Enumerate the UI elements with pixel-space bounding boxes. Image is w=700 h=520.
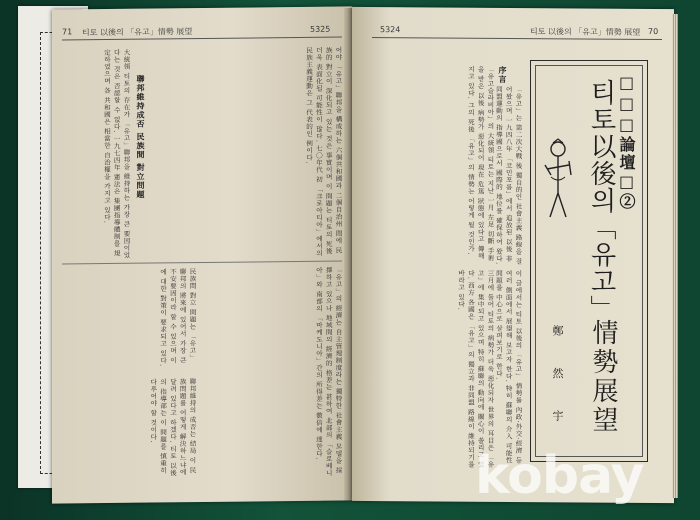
left-column-1: 어야 「유고」聯邦을 構成하는 六個共和國과 二個自治州 間에 民族的 對立이 深化되고 있는 것은 事實이며 이 問題는 티토의 死後 더욱 表面化될 可能性이 많다. 七〇年代 初 「크로아티아」에서의 民族主義運動은 그 代表的인 例이다.	[304, 46, 342, 257]
series-label: □□□論壇□②	[617, 73, 636, 211]
right-header: 티토 以後의 「유고」情勢 展望	[530, 27, 641, 37]
right-column-2: 三月에 들어 티토의 病勢가 더욱 惡化되자 世界의 耳目은 「유고」에 集中되고 있으며 特히 蘇聯의 動向에 關心이 쏠리고 있다. 西方 各國은 「유고」의 獨立과 非同盟 路線이 維持되기를 바라고 있다.	[456, 269, 494, 469]
page-edges	[672, 14, 678, 498]
article-title-box	[530, 60, 648, 462]
article-title-line1: 티토以後의「유고」	[586, 79, 616, 322]
watermark-logo: kobay	[475, 446, 644, 506]
left-sub-heading: 聯邦維持成否 民族間 對立問題	[136, 74, 146, 200]
preface-label: 序言	[498, 65, 508, 84]
left-mid-rule	[62, 261, 342, 265]
left-page	[52, 6, 352, 503]
left-header-num: 71	[62, 27, 73, 37]
left-column-5: 聯邦維持의 成否는 結局 이 民族問題를 어떻게 解決하느냐에 달려 있다고 하겠다. 티토 以後의 指導部는 이 問題를 慎重히 다루어야 할 것이다.	[148, 378, 196, 477]
left-column-3: 「유고」의 經濟는 自主管理制度라는 獨特한 社會主義 모델을 採擇하고 있으나 地域間의 經濟的 格差는 甚하여 北部의 「슬로베니아」와 南部의 「마케도니아」간의 所得差는 數倍에 達한다.	[314, 266, 342, 477]
left-column-4: 民族間 對立 問題는 「유고」 聯邦의 將來에 있어서 가장 큰 不安要因이라 할 수 있으며 이에 대한 對策이 要求되고 있다.	[158, 268, 196, 367]
right-page-number: 5324	[380, 25, 401, 35]
left-page-number: 5325	[310, 24, 331, 34]
left-column-2: 大統領 티토의 存在가 「유고」聯邦을 維持하는 가장 큰 要因이었다는 것은 否認할 수 없다. 一九七四年 憲法은 集團指導體制를 規定하였으며 各 共和國은 相當한 自治權을 가지고 있다.	[102, 48, 130, 259]
left-header: 티토 以後의 「유고」情勢 展望	[82, 27, 193, 38]
right-header-num: 70	[648, 26, 659, 37]
article-title-line2: 情勢展望	[588, 319, 618, 435]
right-column-1: 「유고슬라비아」의 大統領 티토는 지난 一月 左足 切斷 手術을 받은 以後 病勢가 惡化되어 現在 危篤 狀態에 있다고 傳해지고 있다. 그의 死後 「유고」의 情勢는 어떻게 될 것인가.	[466, 65, 494, 262]
portrait-sketch-icon	[541, 135, 575, 225]
right-column-3: 「유고」는 第二次大戰 後 獨自的인 社會主義 路線을 걸어왔으며 一九四八年 「코민포름」에서 追放된 以後 非同盟運動의 指導國으로서 國際的 地位를 確保하여 왔다.	[494, 85, 522, 265]
author-name: 鄭 然 宇	[551, 325, 564, 435]
right-column-4: 이 글에서는 티토 以後의 「유고」 情勢를 內政·外交·經濟 등 여러 側面에서 展望해 보고자 한다. 特히 蘇聯의 介入 可能性 問題를 中心으로 살펴보기로 한다.	[494, 269, 522, 464]
